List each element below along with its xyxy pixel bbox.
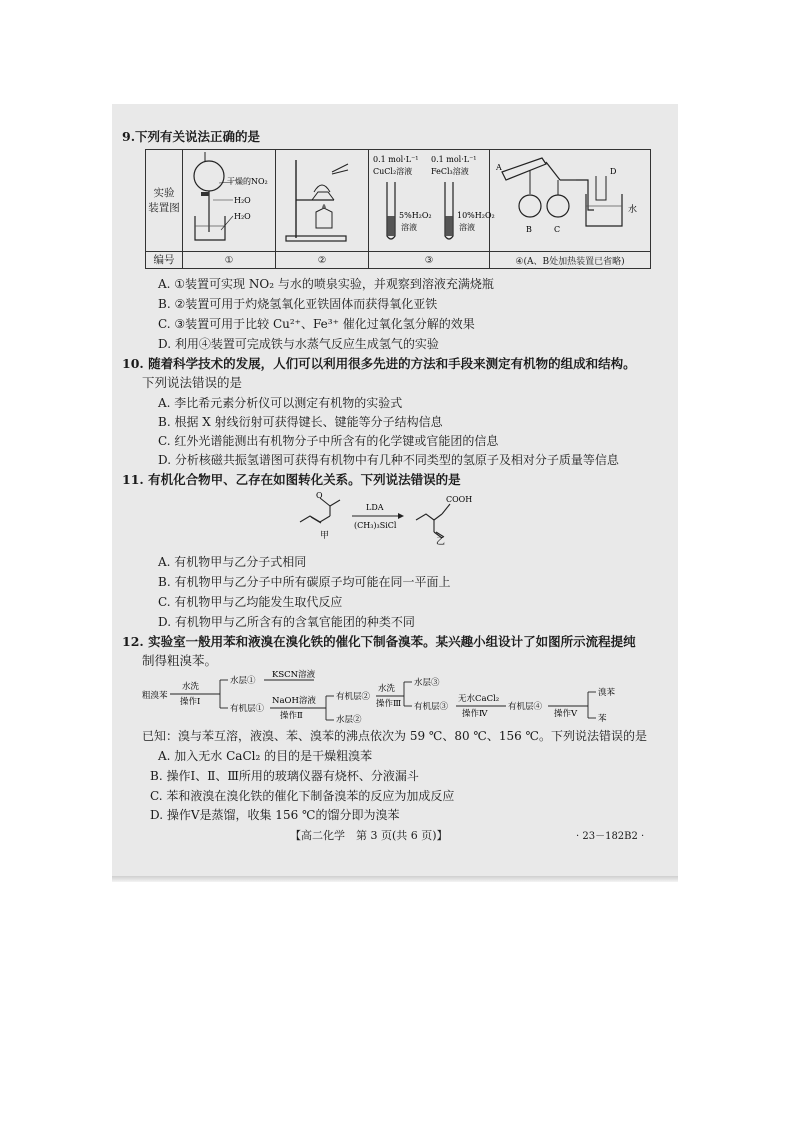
q10-option-b: B. 根据 X 射线衍射可获得键长、键能等分子结构信息	[158, 415, 443, 429]
fig1-no2-label: 干燥的NO₂	[227, 177, 268, 186]
fig3-left-h2o2: 5%H₂O₂	[399, 211, 432, 220]
fountain-apparatus-icon	[183, 150, 275, 248]
flow-naoh: NaOH溶液	[272, 696, 316, 706]
compound-jia-label: 甲	[320, 531, 330, 541]
q9-option-a: A. ①装置可实现 NO₂ 与水的喷泉实验，并观察到溶液充满烧瓶	[158, 277, 494, 291]
fig1-water-label-a: H₂O	[234, 196, 251, 205]
reagent-lda: LDA	[366, 503, 384, 512]
flow-product-bromobenzene: 溴苯	[598, 688, 616, 698]
flow-org4: 有机层④	[508, 702, 543, 712]
flow-op4: 操作Ⅳ	[462, 709, 488, 719]
question-12-stem: 12. 实验室一般用苯和液溴在溴化铁的催化下制备溴苯。某兴趣小组设计了如图所示流程提纯	[122, 634, 636, 649]
q9-option-d: D. 利用④装置可完成铁与水蒸气反应生成氢气的实验	[158, 337, 439, 351]
fig3-left-salt: CuCl₂溶液	[373, 167, 413, 176]
fig4-label-d: D	[610, 167, 617, 176]
apparatus-1	[183, 150, 276, 252]
q11-option-b: B. 有机物甲与乙分子中所有碳原子均可能在同一平面上	[158, 575, 451, 589]
number-1	[183, 252, 276, 269]
q9-option-c: C. ③装置可用于比较 Cu²⁺、Fe³⁺ 催化过氧化氢分解的效果	[158, 317, 475, 331]
number-4	[490, 252, 651, 269]
flow-op5: 操作Ⅴ	[554, 709, 578, 719]
flow-water1: 水层①	[230, 676, 256, 686]
fig3-right-h2o2: 10%H₂O₂	[457, 211, 495, 220]
crucible-heating-icon	[276, 150, 368, 248]
q12-option-d: D. 操作Ⅴ是蒸馏，收集 156 ℃的馏分即为溴苯	[150, 808, 400, 822]
fig3-left-conc: 0.1 mol·L⁻¹	[373, 155, 419, 164]
number-header-label: 编号	[153, 253, 175, 266]
question-10-stem-line2: 下列说法错误的是	[142, 375, 243, 390]
page-footer: 【高二化学 第 3 页(共 6 页)】	[290, 829, 448, 842]
q10-option-a: A. 李比希元素分析仪可以测定有机物的实验式	[158, 396, 403, 410]
flow-op1-top: 水洗	[182, 682, 200, 692]
fig4-label-water: 水	[628, 205, 638, 215]
question-12-stem-line2: 制得粗溴苯。	[142, 653, 218, 668]
q11-option-c: C. 有机物甲与乙均能发生取代反应	[158, 595, 343, 609]
q11-option-a: A. 有机物甲与乙分子式相同	[158, 555, 307, 569]
fig3-right-conc: 0.1 mol·L⁻¹	[431, 155, 477, 164]
number-2-label: ②	[317, 254, 327, 266]
flow-op3-top: 水洗	[378, 684, 396, 694]
ester-oxygen-label: O	[316, 491, 323, 500]
q9-option-b: B. ②装置可用于灼烧氢氧化亚铁固体而获得氧化亚铁	[158, 297, 438, 311]
q12-option-c: C. 苯和液溴在溴化铁的催化下制备溴苯的反应为加成反应	[150, 789, 455, 803]
flow-start: 粗溴苯	[142, 691, 168, 701]
carboxyl-label: COOH	[446, 495, 473, 504]
flow-water3: 水层③	[414, 678, 440, 688]
q11-option-d: D. 有机物甲与乙所含有的含氧官能团的种类不同	[158, 615, 415, 629]
flow-org2: 有机层②	[336, 692, 371, 702]
iron-steam-apparatus-icon	[490, 150, 650, 248]
number-1-label: ①	[224, 254, 234, 266]
apparatus-4	[490, 150, 651, 252]
apparatus-3	[369, 150, 495, 252]
q12-known-info: 已知：溴与苯互溶，液溴、苯、溴苯的沸点依次为 59 ℃、80 ℃、156 ℃。下列说法错误的是	[142, 729, 647, 743]
fig3-right-salt: FeCl₃溶液	[431, 167, 469, 176]
reagent-silyl-chloride: (CH₃)₃SiCl	[354, 521, 397, 530]
table-header-number	[146, 252, 183, 269]
fig4-label-a: A	[496, 163, 502, 172]
number-3-label: ③	[424, 254, 434, 266]
flow-op3-bottom: 操作Ⅲ	[376, 699, 402, 709]
flow-op1-bottom: 操作Ⅰ	[180, 697, 201, 707]
q12-option-b: B. 操作Ⅰ、Ⅱ、Ⅲ所用的玻璃仪器有烧杯、分液漏斗	[150, 769, 419, 783]
apparatus-table	[145, 149, 651, 269]
header-label: 实验 装置图	[148, 186, 180, 214]
question-9-stem: 9.下列有关说法正确的是	[122, 129, 261, 144]
question-10-stem: 10. 随着科学技术的发展，人们可以利用很多先进的方法和手段来测定有机物的组成和结构。	[122, 356, 636, 371]
purification-flowchart	[140, 670, 640, 725]
test-tubes-icon	[369, 150, 495, 248]
flow-org3: 有机层③	[414, 702, 449, 712]
fig4-label-b: B	[526, 225, 532, 234]
flow-product-benzene: 苯	[598, 714, 607, 724]
flow-water2: 水层②	[336, 715, 362, 725]
flow-org1: 有机层①	[230, 704, 265, 714]
fig3-left-solution: 溶液	[401, 223, 417, 232]
apparatus-2	[276, 150, 369, 252]
fig4-label-c: C	[554, 225, 561, 234]
flow-op2: 操作Ⅱ	[280, 711, 303, 721]
q10-option-d: D. 分析核磁共振氢谱图可获得有机物中有几种不同类型的氢原子及相对分子质量等信息	[158, 453, 619, 467]
number-4-label: ④(A、B处加热装置已省略)	[515, 256, 625, 267]
compound-yi-label: 乙	[436, 537, 446, 547]
reaction-scheme	[290, 490, 490, 546]
paper-code: · 23－182B2 ·	[576, 831, 645, 842]
question-11-stem: 11. 有机化合物甲、乙存在如图转化关系。下列说法错误的是	[122, 472, 461, 487]
number-3	[369, 252, 490, 269]
fig3-right-solution: 溶液	[459, 223, 475, 232]
fig1-water-label-b: H₂O	[234, 212, 251, 221]
flow-cacl2: 无水CaCl₂	[458, 694, 500, 704]
q12-option-a: A. 加入无水 CaCl₂ 的目的是干燥粗溴苯	[158, 749, 373, 763]
flow-kscn: KSCN溶液	[272, 670, 316, 680]
number-2	[276, 252, 369, 269]
q10-option-c: C. 红外光谱能测出有机物分子中所含有的化学键或官能团的信息	[158, 434, 499, 448]
table-header-apparatus	[146, 150, 183, 252]
page-edge-shadow	[112, 876, 678, 882]
